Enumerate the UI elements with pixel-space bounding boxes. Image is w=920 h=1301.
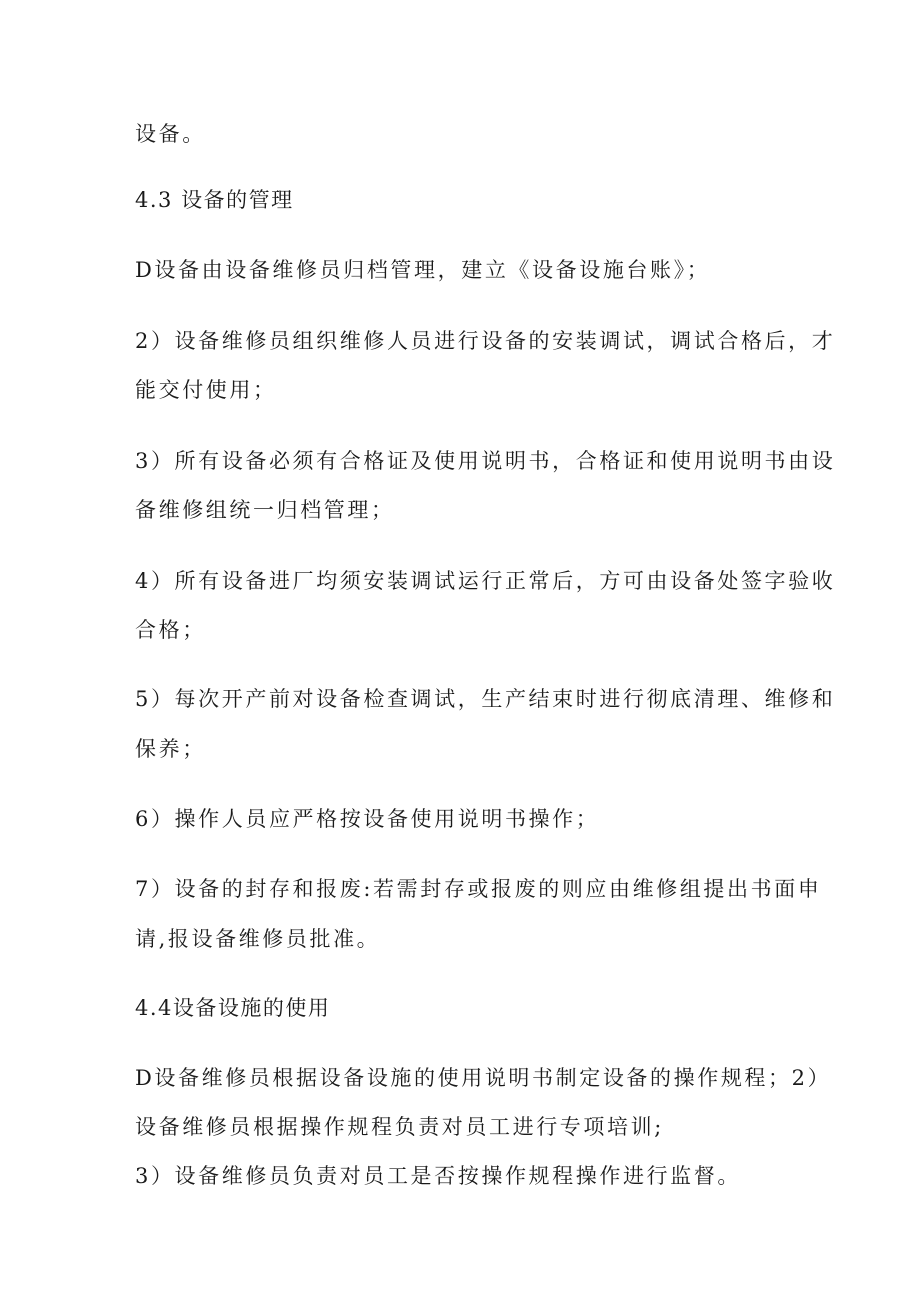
text-line: 能交付使用； bbox=[135, 378, 277, 402]
text-line: 3）设备维修员负责对员工是否按操作规程操作进行监督。 bbox=[135, 1164, 741, 1188]
section-heading-4-3: 4.3 设备的管理 bbox=[135, 188, 294, 212]
text-line: 3）所有设备必须有合格证及使用说明书，合格证和使用说明书由设 bbox=[135, 449, 836, 473]
text-line: 合格； bbox=[135, 618, 206, 642]
text-line: 备维修组统一归档管理； bbox=[135, 498, 395, 522]
text-line: D设备维修员根据设备设施的使用说明书制定设备的操作规程；2） bbox=[135, 1066, 832, 1090]
text-line: 请,报设备维修员批准。 bbox=[135, 927, 381, 951]
text-line: 2）设备维修员组织维修人员进行设备的安装调试，调试合格后，才 bbox=[135, 329, 836, 353]
text-line: 7）设备的封存和报废:若需封存或报废的则应由维修组提出书面申 bbox=[135, 877, 822, 901]
text-line: 5）每次开产前对设备检查调试，生产结束时进行彻底清理、维修和 bbox=[135, 687, 836, 711]
text-line: 6）操作人员应严格按设备使用说明书操作； bbox=[135, 807, 600, 831]
text-line: 设备。 bbox=[135, 122, 206, 146]
text-line: 4）所有设备进厂均须安装调试运行正常后，方可由设备处签字验收 bbox=[135, 569, 836, 593]
text-line: 设备维修员根据操作规程负责对员工进行专项培训; bbox=[135, 1115, 664, 1139]
text-line: 保养； bbox=[135, 737, 206, 761]
section-heading-4-4: 4.4设备设施的使用 bbox=[135, 996, 331, 1020]
text-line: D设备由设备维修员归档管理，建立《设备设施台账》； bbox=[135, 258, 711, 282]
